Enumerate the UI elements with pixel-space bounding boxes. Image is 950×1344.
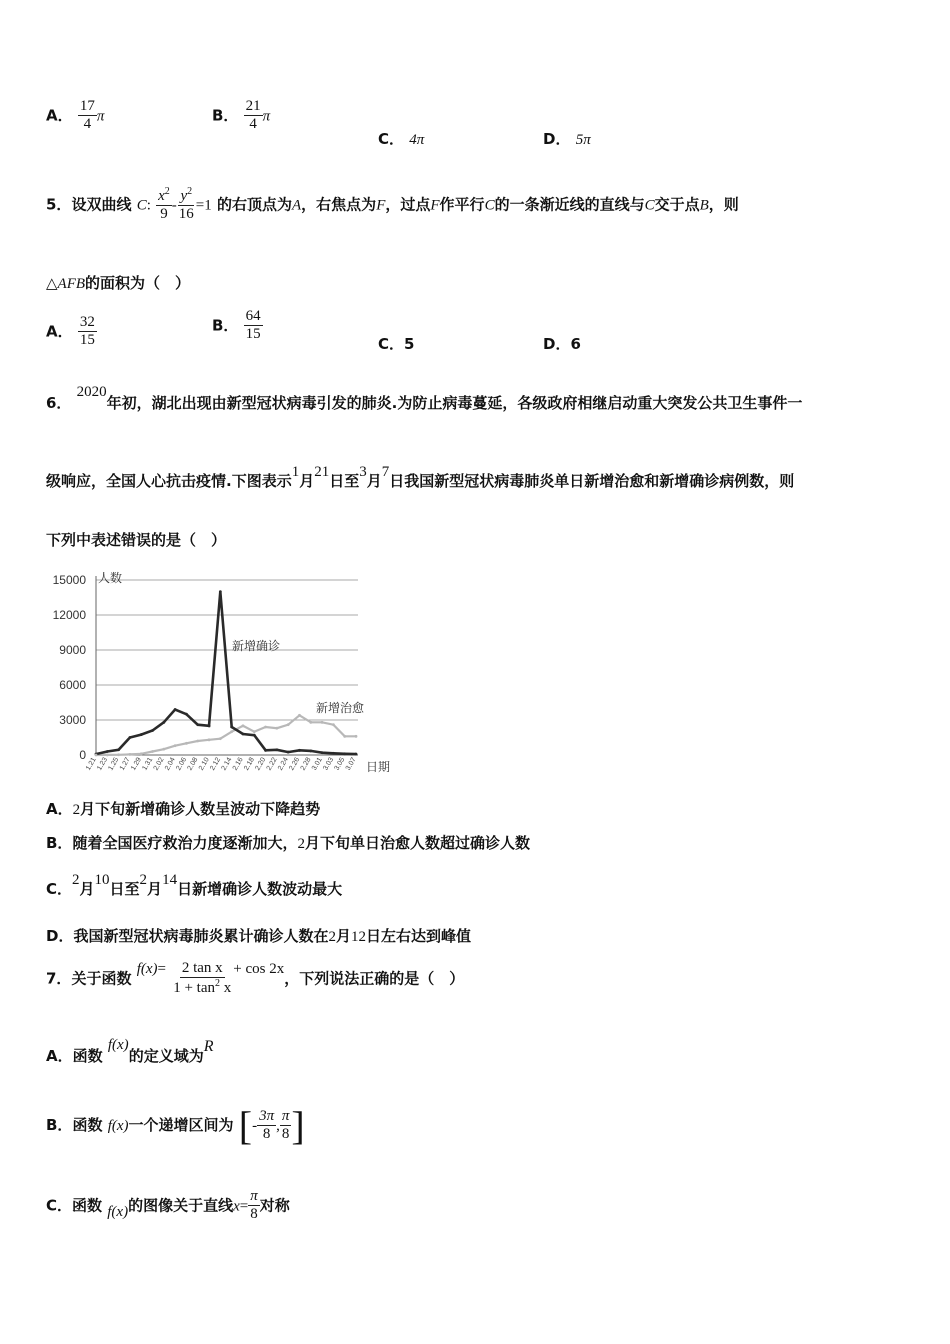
x-tick-label: 2.12: [209, 756, 223, 772]
x-tick-label: 2.16: [231, 756, 245, 772]
x-tick-label: 2.18: [243, 756, 256, 772]
x-tick-label: 2.06: [175, 756, 189, 772]
point-confirmed: [253, 734, 256, 737]
point-confirmed: [219, 590, 222, 593]
q4-option-a[interactable]: A． $\frac{17}{4}$ π: [46, 98, 105, 133]
point-confirmed: [196, 723, 199, 726]
x-tick-label: 2.08: [186, 756, 200, 772]
q6-option-c[interactable]: C．2月10日至2月14日新增确诊人数波动最大: [46, 872, 343, 898]
x-tick-label: 2.28: [299, 756, 313, 772]
point-cured: [230, 730, 233, 733]
point-cured: [264, 726, 267, 729]
q5-option-c[interactable]: C．5: [378, 335, 415, 353]
point-confirmed: [106, 750, 109, 753]
point-cured: [106, 754, 109, 757]
point-confirmed: [264, 749, 267, 752]
x-tick-label: 2.10: [197, 756, 211, 772]
q5-option-a[interactable]: [46, 314, 97, 350]
point-confirmed: [140, 733, 143, 736]
point-confirmed: [129, 736, 132, 739]
point-confirmed: [332, 752, 335, 755]
fraction-y2-over-16: $\frac{y^2}{16}$: [178, 186, 194, 223]
point-cured: [162, 748, 165, 751]
point-cured: [332, 723, 335, 726]
series-line-confirmed: [96, 592, 356, 754]
point-confirmed: [275, 748, 278, 751]
point-confirmed: [208, 724, 211, 727]
x-tick-label: 1.25: [107, 756, 121, 772]
year: 2020: [76, 384, 107, 400]
x-tick-label: 1.31: [141, 756, 155, 772]
y-tick-label: 15000: [52, 573, 86, 587]
x-tick-label: 3.07: [344, 756, 358, 772]
point-cured: [355, 735, 358, 738]
point-cured: [140, 752, 143, 755]
x-tick-label: 3.05: [333, 756, 347, 772]
fraction-x2-over-9: $\frac{x^2}{9}$: [158, 186, 170, 223]
series-label-cured: 新增治愈: [316, 701, 365, 715]
y-tick-label: 6000: [59, 678, 86, 692]
option-label: D．: [543, 130, 571, 148]
q5-stem-line1: 5．设双曲线 C: $\frac{x^2}{9}$ - $\frac{y^2}{16}$ =1 的右顶点为A，右焦点为F，过点F作平行C的一条渐近线的直线与C交于点B，则: [46, 186, 739, 223]
point-cured: [321, 721, 324, 724]
option-label: A．: [46, 106, 73, 125]
point-cured: [275, 727, 278, 730]
point-cured: [343, 735, 346, 738]
point-cured: [309, 721, 312, 724]
point-cured: [117, 753, 120, 756]
point-cured: [219, 737, 222, 740]
fraction: $\frac{32}{15}$: [79, 314, 95, 349]
x-tick-label: 2.24: [277, 756, 290, 772]
x-tick-label: 1.21: [84, 756, 98, 772]
point-confirmed: [309, 750, 312, 753]
point-confirmed: [321, 751, 324, 754]
point-confirmed: [151, 729, 154, 732]
y-tick-label: 0: [79, 748, 86, 762]
point-cured: [185, 742, 188, 745]
x-axis-ticks: [85, 756, 358, 771]
y-tick-label: 9000: [59, 643, 86, 657]
option-label: A．: [46, 322, 73, 341]
q5-option-b[interactable]: [212, 308, 263, 344]
option-label: D．: [543, 335, 571, 353]
point-cured: [208, 738, 211, 741]
x-tick-label: 2.26: [288, 756, 302, 772]
x-tick-label: 2.20: [254, 756, 268, 772]
point-confirmed: [162, 721, 165, 724]
point-confirmed: [343, 752, 346, 755]
x-tick-label: 3.01: [310, 756, 324, 772]
x-tick-label: 2.02: [152, 756, 166, 772]
point-confirmed: [287, 751, 290, 754]
point-confirmed: [242, 733, 245, 736]
q7-option-b[interactable]: B．函数 f(x)一个递增区间为 [- $\frac{3\pi}{8}$ , $\frac{\pi}{8}$ ]: [46, 1103, 305, 1148]
fraction: $\frac{64}{15}$: [245, 308, 261, 343]
series-label-confirmed: 新增确诊: [232, 639, 281, 653]
x-tick-label: 1.29: [130, 756, 143, 772]
q4-option-b[interactable]: B． $\frac{21}{4}$ π: [212, 98, 271, 133]
point-confirmed: [185, 713, 188, 716]
point-cured: [151, 750, 154, 753]
fraction-tan: $\frac{\text{2 tan x}}{1 + \tan^2 x}$: [173, 960, 232, 997]
point-cured: [242, 724, 245, 727]
option-label: B．: [212, 316, 239, 335]
x-axis-label: 日期: [366, 760, 390, 774]
q4-option-c[interactable]: C． 4π: [378, 130, 425, 148]
option-label: C．: [378, 130, 405, 148]
point-confirmed: [174, 708, 177, 711]
fraction: $\frac{17}{4}$: [79, 98, 95, 133]
y-axis-ticks: [53, 573, 87, 762]
q6-option-a[interactable]: A．2月下旬新增确诊人数呈波动下降趋势: [46, 800, 321, 818]
option-label: B．: [212, 106, 239, 125]
q6-stem-line2: 级响应，全国人心抗击疫情.下图表示1月21日至3月7日我国新型冠状病毒肺炎单日新增治愈和新增确诊病例数，则: [46, 464, 795, 490]
y-tick-label: 3000: [59, 713, 86, 727]
point-cured: [196, 740, 199, 743]
x-tick-label: 1.23: [96, 756, 110, 772]
q4-option-d[interactable]: D． 5π: [543, 130, 591, 148]
x-tick-label: 2.04: [163, 756, 177, 772]
q6-stem-line3: 下列中表述错误的是（ ）: [46, 531, 227, 549]
q7-option-a[interactable]: A．函数 f(x)的定义域为R: [46, 1037, 214, 1065]
x-tick-label: 2.14: [220, 756, 234, 772]
option-label: C．: [378, 335, 405, 353]
x-tick-label: 2.22: [265, 756, 279, 772]
x-tick-label: 1.27: [118, 756, 132, 772]
fraction: $\frac{21}{4}$: [245, 98, 261, 133]
point-cured: [174, 744, 177, 747]
q6-option-d[interactable]: D．我国新型冠状病毒肺炎累计确诊人数在2月12日左右达到峰值: [46, 927, 471, 945]
point-cured: [298, 714, 301, 717]
point-confirmed: [355, 753, 358, 756]
point-cured: [253, 730, 256, 733]
y-tick-label: 12000: [52, 608, 86, 622]
point-confirmed: [230, 726, 233, 729]
q7-stem: 7．关于函数 f(x)= $\frac{\text{2 tan x}}{1 + \tan^2 x}$ + cos 2x，下列说法正确的是（ ）: [46, 960, 465, 997]
covid-chart: [40, 566, 390, 778]
x-tick-label: 3.03: [322, 756, 336, 772]
point-cured: [129, 753, 132, 756]
y-axis-label: 人数: [98, 571, 123, 585]
curve-c: C: [136, 197, 147, 214]
q6-stem-line1: 6． 2020年初，湖北出现由新型冠状病毒引发的肺炎.为防止病毒蔓延，各级政府相继启动重大突发公共卫生事件一: [46, 384, 803, 412]
q5-option-d[interactable]: D．6: [543, 335, 581, 353]
point-cured: [287, 723, 290, 726]
q6-option-b[interactable]: B．随着全国医疗救治力度逐渐加大，2月下旬单日治愈人数超过确诊人数: [46, 834, 530, 852]
point-confirmed: [117, 748, 120, 751]
point-cured: [95, 754, 98, 757]
point-confirmed: [298, 749, 301, 752]
q7-option-c[interactable]: C．函数 f(x)的图像关于直线x= $\frac{\pi}{8}$ 对称: [46, 1188, 290, 1223]
q5-stem-line2: △AFB的面积为（ ）: [46, 274, 191, 292]
